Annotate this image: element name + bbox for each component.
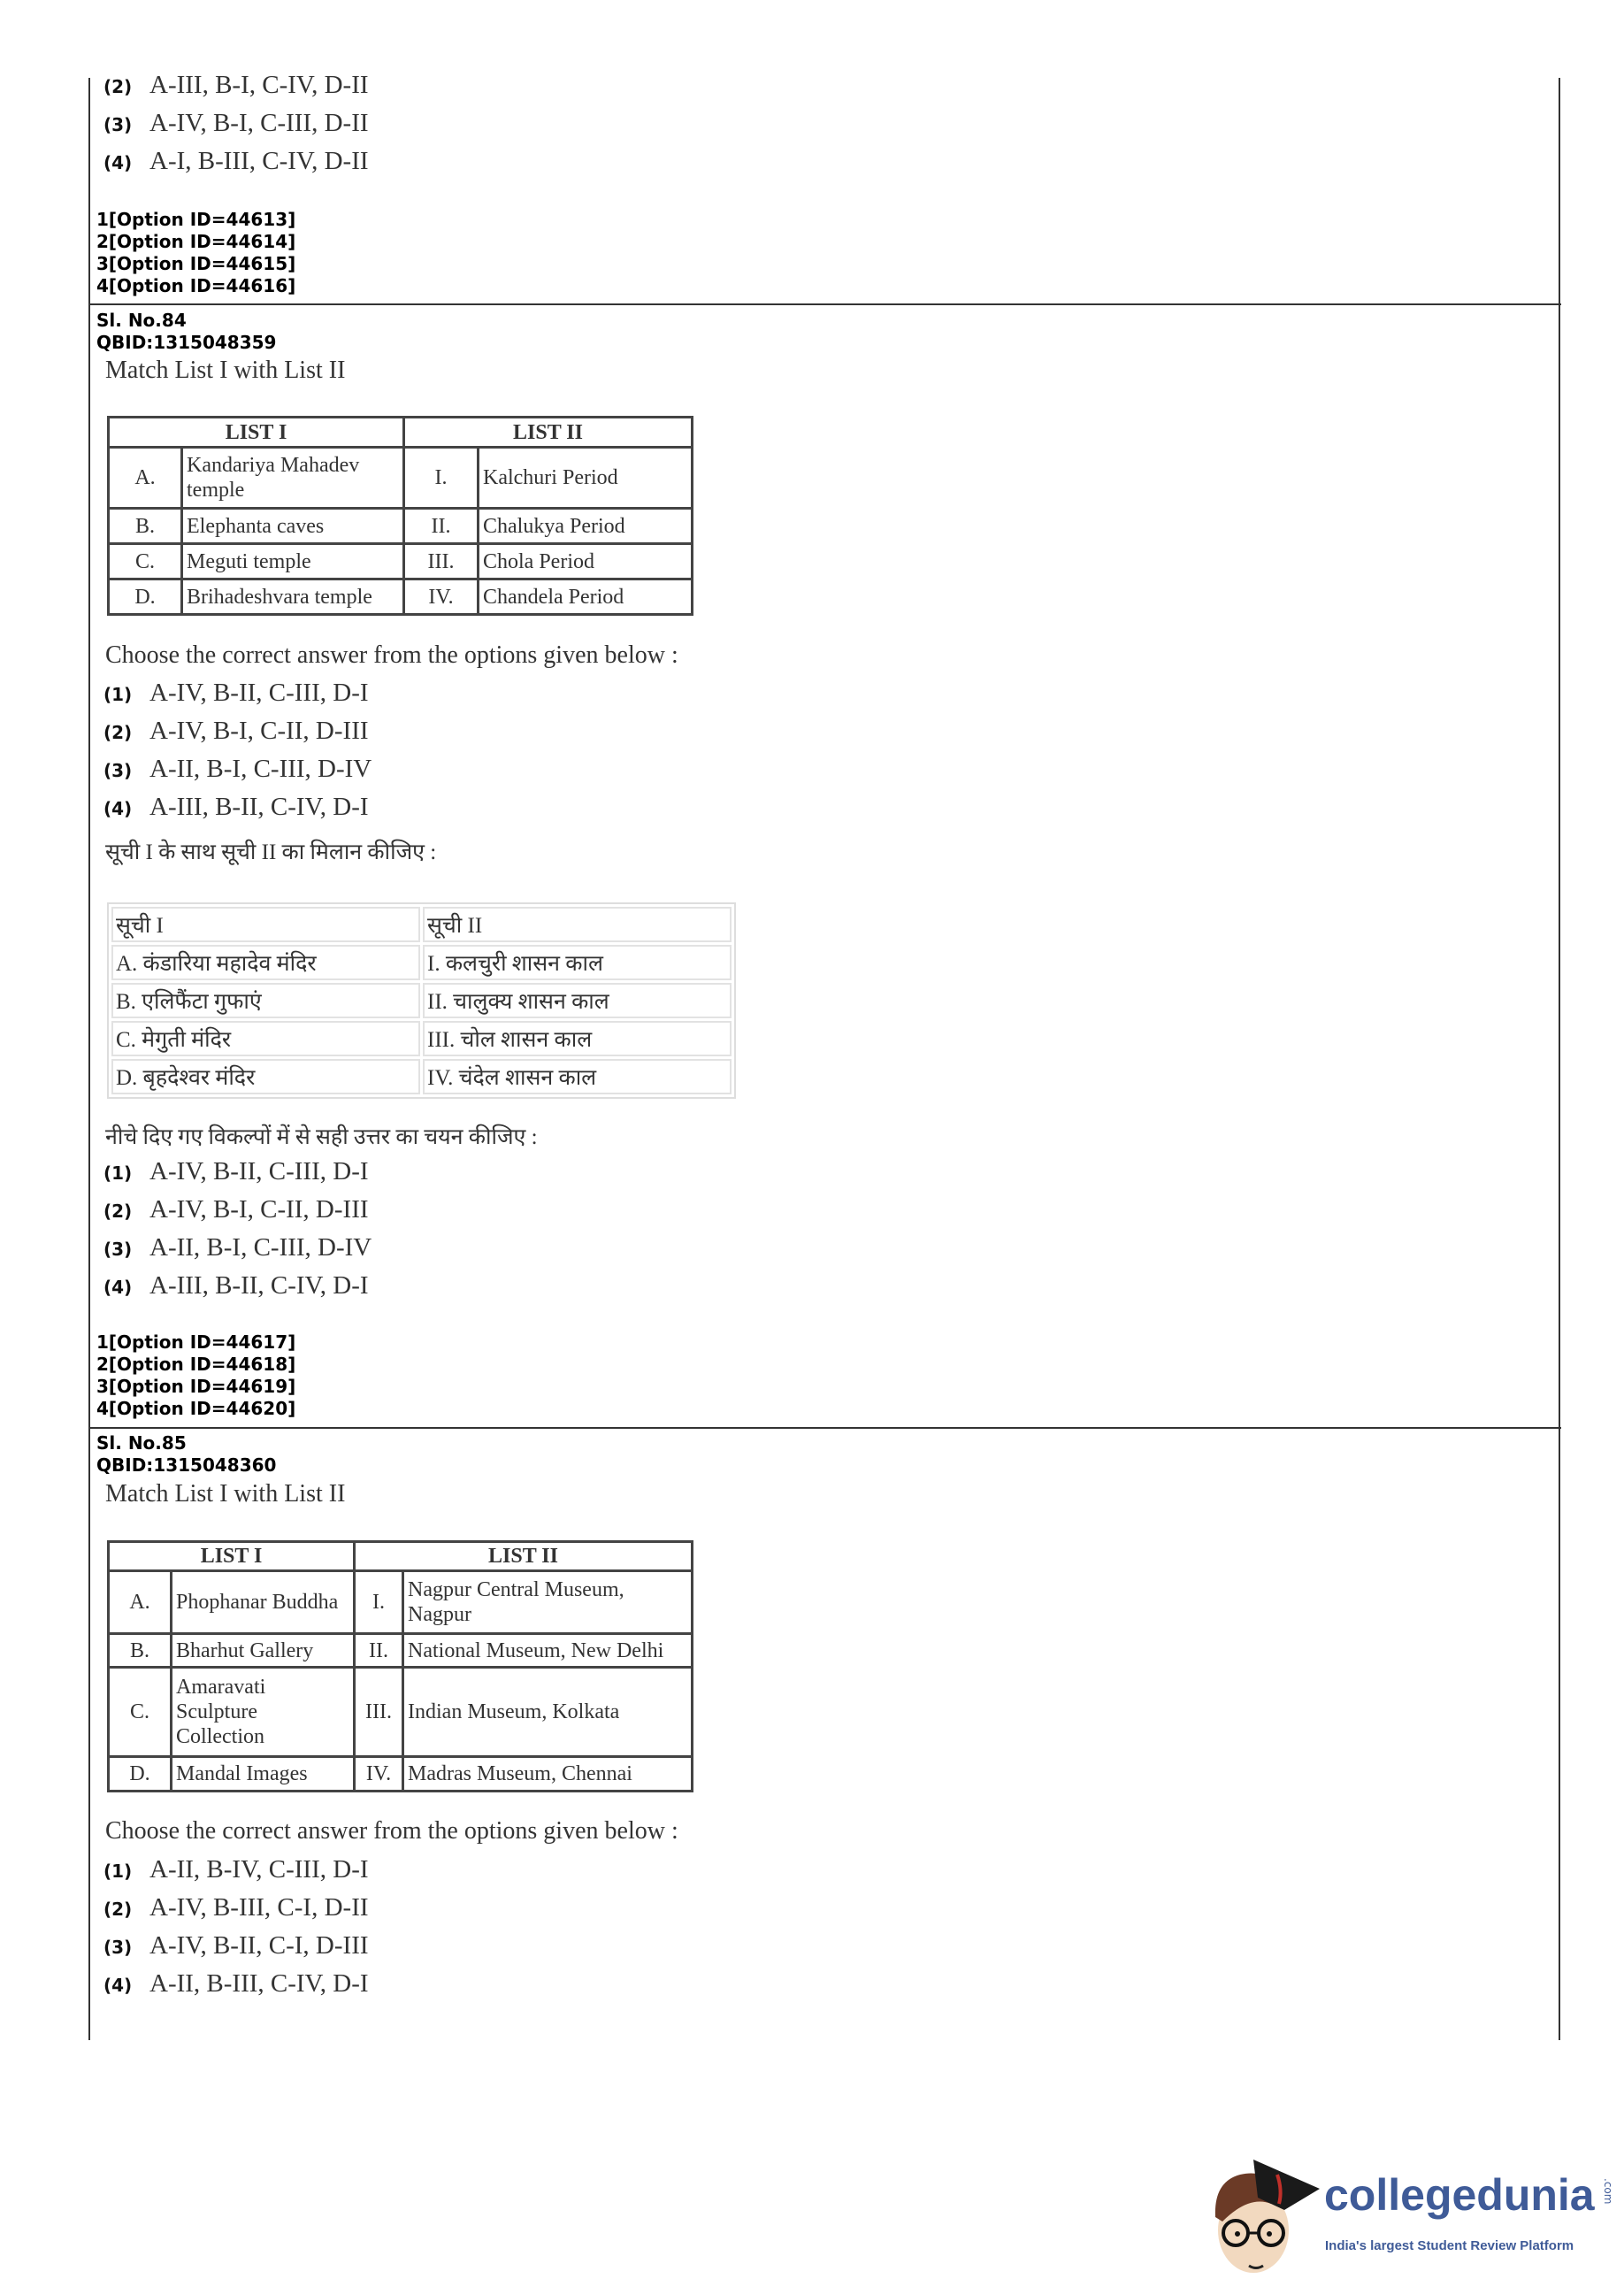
choose-instruction: Choose the correct answer from the options given below : xyxy=(105,1817,678,1845)
option: (2) A-IV, B-I, C-II, D-III xyxy=(103,717,369,745)
option: (4) A-III, B-II, C-IV, D-I xyxy=(103,793,369,821)
table-row: A. Kandariya Mahadev temple I. Kalchuri Period xyxy=(109,448,693,509)
option: (1) A-IV, B-II, C-III, D-I xyxy=(103,1157,369,1186)
option: (4) A-I, B-III, C-IV, D-II xyxy=(103,147,369,175)
hindi-choose-instruction: नीचे दिए गए विकल्पों में से सही उत्तर का चयन कीजिए : xyxy=(105,1125,538,1149)
hindi-prompt: सूची I के साथ सूची II का मिलान कीजिए : xyxy=(105,840,437,864)
option: (3) A-II, B-I, C-III, D-IV xyxy=(103,1233,372,1262)
right-border xyxy=(1559,78,1560,2040)
table-row: C. मेगुती मंदिर III. चोल शासन काल xyxy=(111,1021,732,1056)
table-row: A. Phophanar Buddha I. Nagpur Central Museum, Nagpur xyxy=(109,1571,693,1634)
table-row: C. Meguti temple III. Chola Period xyxy=(109,544,693,579)
question-prompt: Match List I with List II xyxy=(105,1480,346,1508)
hindi-match-table xyxy=(107,902,736,1099)
option: (4) A-III, B-II, C-IV, D-I xyxy=(103,1271,369,1300)
divider xyxy=(89,1427,1561,1429)
option-ids: 1[Option ID=44613] 2[Option ID=44614] 3[Option ID=44615] 4[Option ID=44616] xyxy=(96,209,296,296)
question-prompt: Match List I with List II xyxy=(105,357,346,384)
option: (2) A-IV, B-I, C-II, D-III xyxy=(103,1195,369,1224)
table-row: B. Elephanta caves II. Chalukya Period xyxy=(109,509,693,544)
collegedunia-logo xyxy=(1205,2155,1624,2279)
brand-name: collegedunia xyxy=(1324,2170,1595,2220)
option: (3) A-IV, B-II, C-I, D-III xyxy=(103,1931,369,1960)
brand-suffix: .com xyxy=(1602,2178,1614,2205)
option: (4) A-II, B-III, C-IV, D-I xyxy=(103,1969,369,1998)
table-row: D. बृहदेश्वर मंदिर IV. चंदेल शासन काल xyxy=(111,1059,732,1094)
option: (2) A-III, B-I, C-IV, D-II xyxy=(103,71,369,99)
option: (1) A-IV, B-II, C-III, D-I xyxy=(103,679,369,707)
option: (3) A-II, B-I, C-III, D-IV xyxy=(103,755,372,783)
table-row: C. Amaravati Sculpture Collection III. Indian Museum, Kolkata xyxy=(109,1668,693,1757)
table-row: D. Mandal Images IV. Madras Museum, Chennai xyxy=(109,1757,693,1792)
question-header: Sl. No.84 QBID:1315048359 xyxy=(96,310,277,353)
left-border xyxy=(88,78,90,2040)
option: (2) A-IV, B-III, C-I, D-II xyxy=(103,1893,369,1922)
match-table: LIST I LIST II A. Phophanar Buddha I. Nagpur Central Museum, Nagpur B. Bharhut Gallery II. National Museum, New Delhi C. Amaravati Sculpture Collection III. Indian Museum, Kolkata D. Mandal Images IV. Madras Museum, Chennai xyxy=(107,1540,693,1792)
table-row: B. Bharhut Gallery II. National Museum, New Delhi xyxy=(109,1634,693,1668)
mascot-icon xyxy=(1205,2155,1320,2279)
divider xyxy=(89,303,1561,305)
option-ids: 1[Option ID=44617] 2[Option ID=44618] 3[Option ID=44619] 4[Option ID=44620] xyxy=(96,1331,296,1419)
question-header: Sl. No.85 QBID:1315048360 xyxy=(96,1432,277,1476)
table-row: B. एलिफैंटा गुफाएं II. चालुक्य शासन काल xyxy=(111,983,732,1018)
table-row: D. Brihadeshvara temple IV. Chandela Period xyxy=(109,579,693,615)
option: (1) A-II, B-IV, C-III, D-I xyxy=(103,1855,369,1884)
table-row: सूची I सूची II xyxy=(111,907,732,942)
choose-instruction: Choose the correct answer from the options given below : xyxy=(105,641,678,669)
brand-tagline: India's largest Student Review Platform xyxy=(1325,2238,1574,2253)
option: (3) A-IV, B-I, C-III, D-II xyxy=(103,109,369,137)
match-table: LIST I LIST II A. Kandariya Mahadev temple I. Kalchuri Period B. Elephanta caves II. Chalukya Period C. Meguti temple III. Chola Period D. Brihadeshvara temple IV. Chandela Period xyxy=(107,416,693,616)
table-row: A. कंडारिया महादेव मंदिर I. कलचुरी शासन काल xyxy=(111,945,732,980)
